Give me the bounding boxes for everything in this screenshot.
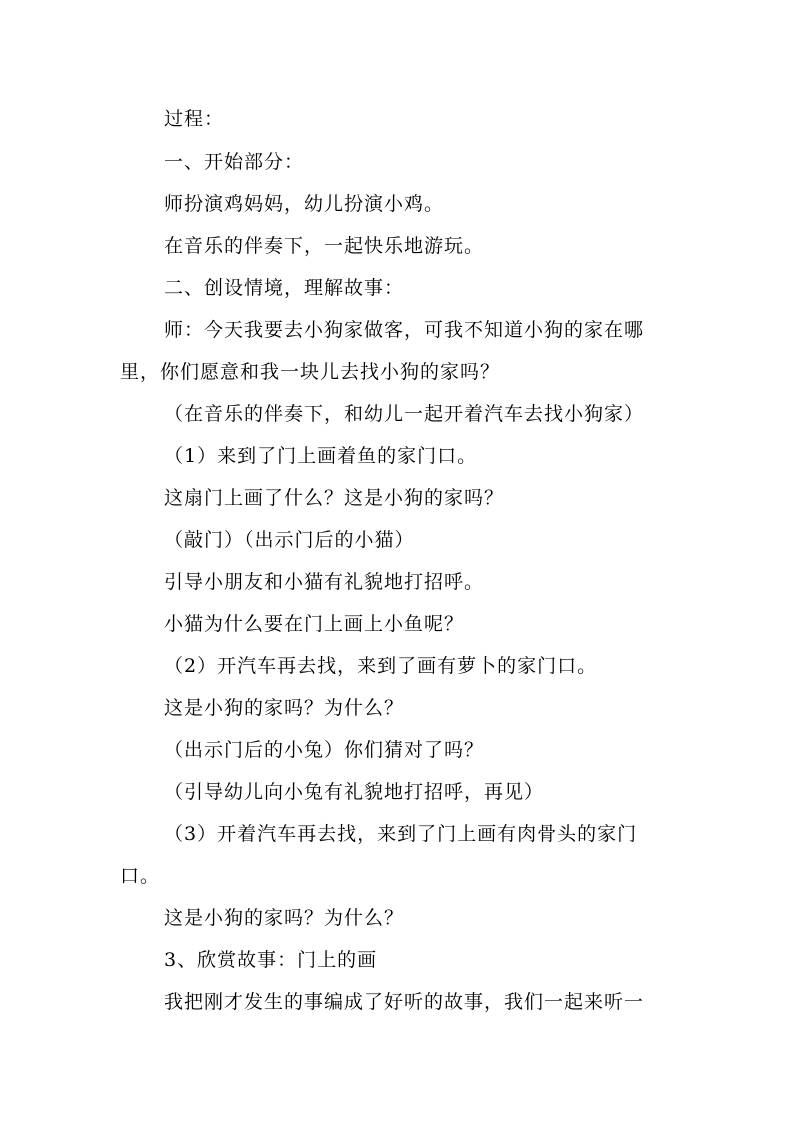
text-line-paragraph: 小猫为什么要在门上画上小鱼呢？	[164, 613, 465, 635]
text-line-paragraph: 这是小狗的家吗？为什么？	[164, 697, 405, 719]
text-line-paragraph: 师：今天我要去小狗家做客，可我不知道小狗的家在哪	[164, 319, 645, 341]
text-line-paragraph: （在音乐的伴奏下，和幼儿一起开着汽车去找小狗家）	[164, 403, 645, 425]
text-line-section-three-heading: 3、欣赏故事：门上的画	[164, 949, 378, 971]
text-line-section-two-heading: 二、创设情境，理解故事：	[164, 277, 405, 299]
text-line-paragraph: 师扮演鸡妈妈，幼儿扮演小鸡。	[164, 193, 445, 215]
text-line-paragraph: （出示门后的小兔）你们猜对了吗？	[164, 739, 485, 761]
text-line-paragraph: 我把刚才发生的事编成了好听的故事，我们一起来听一	[164, 991, 645, 1013]
text-line-process-heading: 过程：	[164, 108, 225, 130]
text-line-paragraph: （1）来到了门上画着鱼的家门口。	[164, 445, 478, 467]
text-line-paragraph: 引导小朋友和小猫有礼貌地打招呼。	[164, 571, 485, 593]
text-line-paragraph: （敲门）（出示门后的小猫）	[164, 529, 415, 551]
text-line-paragraph: 在音乐的伴奏下，一起快乐地游玩。	[164, 235, 485, 257]
text-line-paragraph: 这是小狗的家吗？为什么？	[164, 907, 405, 929]
text-line-paragraph: 这扇门上画了什么？这是小狗的家吗？	[164, 487, 505, 509]
text-line-section-one-heading: 一、开始部分：	[164, 151, 305, 173]
text-line-paragraph: （3）开着汽车再去找，来到了门上画有肉骨头的家门	[164, 823, 638, 845]
text-line-paragraph: （2）开汽车再去找，来到了画有萝卜的家门口。	[164, 655, 598, 677]
text-line-paragraph-continuation: 里，你们愿意和我一块儿去找小狗的家吗？	[120, 361, 501, 383]
text-line-paragraph-continuation: 口。	[120, 865, 161, 887]
text-line-paragraph: （引导幼儿向小兔有礼貌地打招呼，再见）	[164, 781, 545, 803]
